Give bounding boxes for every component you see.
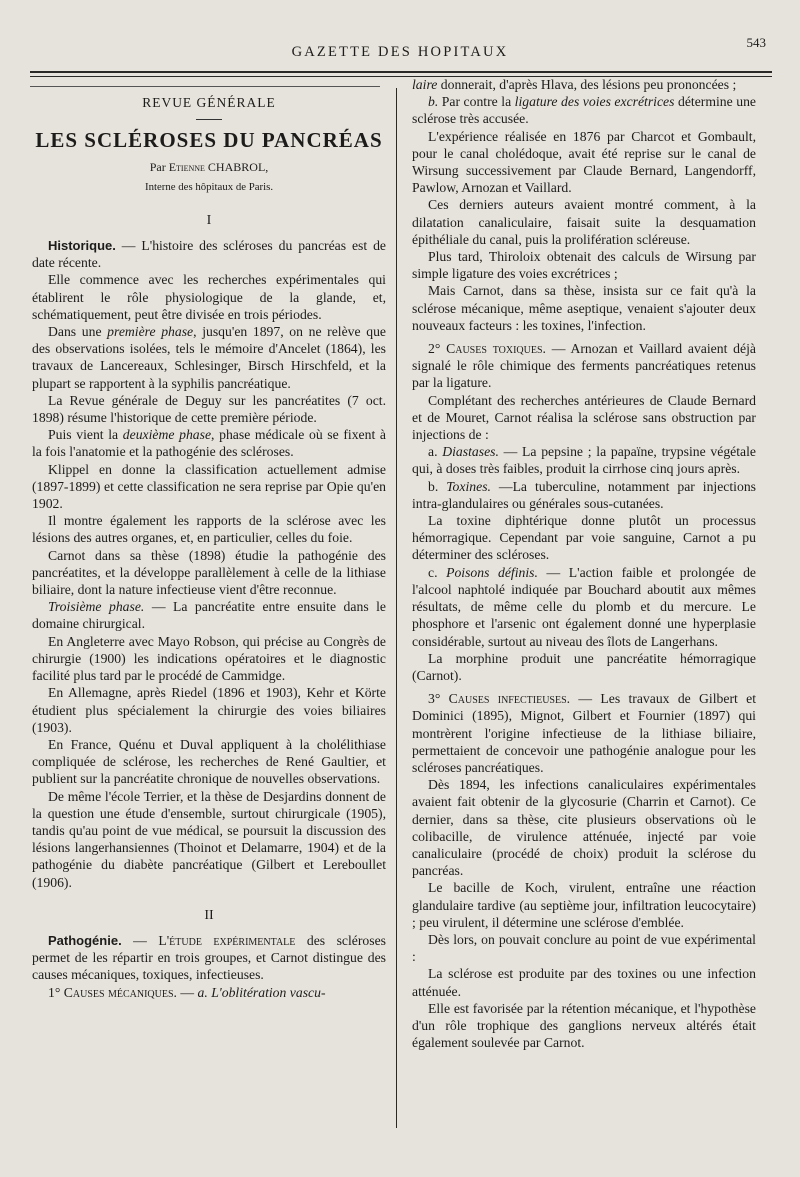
paragraph: Carnot dans sa thèse (1898) étudie la pathogénie des pancréatites, et la développe parallèlement à celle de la lithiase biliaire, dont la nature infectieuse vient d'être reconnue. (32, 547, 386, 598)
paragraph (412, 478, 756, 512)
paragraph-text: — L'action faible et prolongée de l'alcool naphtolé indiquée par Bouchard aboutit aux mêmes résultats, de même celle du plomb et du mercure. Le phosphore et l'arsenic ont également donné une hyperplasie considérable, surtout au niveau des îlots de Langerhans. (412, 564, 756, 649)
paragraph (412, 340, 756, 392)
paragraph-text: — (176, 984, 198, 1000)
paragraph-text: donnerait, d'après Hlava, des lésions peu prononcées ; (437, 77, 737, 92)
page-header (30, 35, 770, 70)
paragraph (412, 76, 756, 93)
paragraph (412, 93, 756, 127)
emphasis: a. (197, 984, 208, 1000)
list-number: 3° (428, 691, 449, 707)
page-number: 543 (746, 35, 766, 50)
paragraph: En Allemagne, après Riedel (1896 et 1903), Kehr et Körte étudient plus spécialement la chirurgie des voies biliaires (1903). (32, 685, 386, 735)
emphasis: laire (412, 77, 438, 92)
paragraph: La sclérose est produite par des toxines ou une infection atténuée. (412, 966, 756, 999)
kicker-rule (196, 119, 222, 120)
paragraph-text: c. (428, 564, 447, 580)
part-number-1: I (206, 212, 212, 228)
author-prefix: Par (149, 160, 169, 175)
paragraph (32, 598, 386, 632)
paragraph: La morphine produit une pancréatite hémorragique (Carnot). (412, 650, 756, 683)
paragraph-text: , jusqu'en 1897, on ne relève que des observations isolées, tels le mémoire d'Ancelet (1864), les travaux de Lancereaux, Schlesinger, Birsch Hirschfeld, et la plupart se rapportent à la syphilis pancréatique. (32, 324, 386, 391)
emphasis: Poisons définis. (446, 564, 538, 580)
emphasis: deuxième phase (122, 427, 212, 443)
small-caps: Causes infectieuses. (448, 691, 571, 707)
paragraph: Il montre également les rapports de la sclérose avec les lésions des autres organes, et, en particulier, celles du foie. (32, 513, 386, 546)
paragraph-historique (32, 237, 386, 271)
small-caps: Causes toxiques. (446, 341, 546, 357)
paragraph-text: — Arnozan et Vaillard avaient déjà signalé le rôle chimique des ferments pancréatiques retenus par la ligature. (412, 341, 756, 391)
paragraph: Dès lors, on pouvait conclure au point de vue expérimental : (412, 931, 756, 965)
running-title: GAZETTE DES HOPITAUX (291, 44, 509, 60)
paragraph (412, 564, 756, 650)
paragraph-text: b. (428, 478, 447, 494)
paragraph: Complétant des recherches antérieures de Claude Bernard et de Mouret, Carnot réalisa la sclérose sans obstruction par injections de : (412, 392, 756, 443)
paragraph: Dès 1894, les infections canaliculaires expérimentales avaient fait obtenir de la glycosurie (Charrin et Carnot). Ce dernier, dans sa thèse, cite plusieurs observations où le colibacille, de virulence atténuée, injecté par voie canaliculaire (procédé de choix) produit la sclérose du pancréas. (412, 777, 756, 879)
emphasis: b. (428, 94, 439, 110)
paragraph-text: Puis vient la (48, 427, 123, 443)
paragraph-text: — La pancréatite entre ensuite dans le domaine chirurgical. (32, 599, 387, 632)
paragraph-text: Dans une (48, 324, 108, 340)
paragraph-text: , phase médicale où se fixent à la fois l'anatomie et la pathogénie des scléroses. (32, 427, 387, 460)
paragraph-text: — La pepsine ; la papaïne, trypsine végétale qui, à doses très faibles, produit la cirrhose cinq jours après. (412, 444, 756, 477)
emphasis: première phase (107, 324, 194, 340)
emphasis: Toxines. (446, 478, 491, 494)
emphasis: L'oblitération vascu- (207, 984, 326, 1000)
paragraph (32, 323, 386, 392)
paragraph-text: des scléroses permet de les répartir en trois groupes, et Carnot distingue des causes mécaniques, toxiques, infectieuses. (32, 932, 387, 983)
emphasis: Diastases. (442, 444, 499, 460)
paragraph: La toxine diphtérique donne plutôt un processus hémorragique. Cependant par voie sanguine, Carnot a pu déterminer des scléroses. (412, 513, 756, 563)
paragraph-text: Par contre la (438, 94, 515, 110)
heading-historique: Historique. (48, 238, 116, 254)
author-line (32, 159, 386, 176)
paragraph: Ces derniers auteurs avaient montré comment, à la dilatation canaliculaire, faisait suite la desquamation épithéliale du canal, puis la prolifération scléreuse. (412, 197, 756, 247)
paragraph-text: a. (428, 444, 443, 460)
paragraph-text: — L'histoire des scléroses du pancréas est de date récente. (32, 238, 386, 271)
emphasis: ligature des voies excrétrices (514, 94, 675, 110)
right-column (412, 76, 756, 1051)
part-number-2: II (204, 907, 214, 923)
emphasis: Troisième phase. (48, 599, 145, 615)
heading-pathogenie: Pathogénie. (48, 932, 122, 948)
paragraph-text: détermine une sclérose très accusée. (412, 94, 756, 127)
paragraph-pathogenie: Pathogénie. — L'étude expérimentale des scléroses permet de les répartir en trois groupes, et Carnot distingue des causes mécaniques, toxiques, infectieuses. (32, 932, 387, 983)
paragraph: Elle est favorisée par la rétention mécanique, et l'hypothèse d'un rôle trophique des ganglions nerveux altérés était également soulevée par Carnot. (412, 1000, 756, 1051)
paragraph: Klippel en donne la classification actuellement admise (1897-1899) et cette classification ne sera reprise par Opie qu'en 1902. (32, 461, 386, 512)
paragraph: En Angleterre avec Mayo Robson, qui précise au Congrès de chirurgie (1900) les indications opératoires et le diagnostic facilité plus tard par le procédé de Cammidge. (32, 633, 386, 684)
paragraph (412, 443, 756, 477)
column-divider (396, 88, 397, 1128)
paragraph: Plus tard, Thiroloix obtenait des calculs de Wirsung par simple ligature des voies excrétrices ; (412, 249, 756, 282)
paragraph: Le bacille de Koch, virulent, entraîne une réaction glandulaire tardive (au septième jour, infiltration leucocytaire) ; peu virulent, il détermine une sclérose d'emblée. (412, 880, 756, 930)
list-number: 2° (428, 341, 447, 357)
paragraph-text: — Les travaux de Gilbert et Dominici (1895), Mignot, Gilbert et Fournier (1897) qui montrèrent l'origine infectieuse de la lithiase biliaire, permettaient de concevoir une pathogénie analogue pour les scléroses pancréatiques. (412, 691, 757, 775)
article-title: LES SCLÉROSES DU PANCRÉAS (35, 128, 383, 153)
paragraph (32, 984, 386, 1001)
paragraph: De même l'école Terrier, et la thèse de Desjardins donnent de la question une étude d'ensemble, surtout chirurgicale (1905), tandis qu'au point de vue médical, se poursuit la discussion des lésions langerhansiennes (Thoinot et Delamarre, 1904) et de la pathogénie du diabète pancréatique (Gilbert et Lereboullet (1906). (32, 788, 386, 890)
paragraph (412, 690, 756, 776)
author-name: Etienne CHABROL, (168, 160, 269, 175)
section-kicker: REVUE GÉNÉRALE (142, 95, 276, 110)
paragraph: Mais Carnot, dans sa thèse, insista sur ce fait qu'à la sclérose mécanique, même aseptique, venaient s'ajouter deux nouveaux facteurs : les toxines, l'infection. (412, 283, 756, 333)
paragraph (32, 426, 386, 460)
list-number: 1° (48, 984, 64, 1000)
paragraph: En France, Quénu et Duval appliquent à la cholélithiase compliquée de sclérose, les recherches de René Gaultier, et publient sur la pancréatite chronique de nouvelles observations. (32, 736, 386, 787)
left-column (32, 92, 386, 1001)
small-caps: L'étude expérimentale (158, 932, 296, 948)
paragraph: L'expérience réalisée en 1876 par Charcot et Gombault, pour le canal cholédoque, avait été reprise sur le canal de Wirsung successivement par Claude Bernard, Langendorff, Pawlow, Arnozan et Vaillard. (412, 128, 756, 196)
header-rule (30, 71, 772, 73)
author-affiliation: Interne des hôpitaux de Paris. (144, 180, 274, 193)
paragraph-text: —La tuberculine, notamment par injections intra-glandulaires ou générales sous-cutanées. (412, 478, 757, 511)
paragraph: La Revue générale de Deguy sur les pancréatites (7 oct. 1898) résume l'historique de cette première période. (32, 392, 386, 426)
paragraph: Elle commence avec les recherches expérimentales qui établirent le rôle physiologique de la glande, et, schématiquement, peut être divisée en trois périodes. (32, 272, 386, 322)
small-caps: Causes mécaniques. (63, 984, 177, 1000)
section-rule (30, 86, 380, 87)
